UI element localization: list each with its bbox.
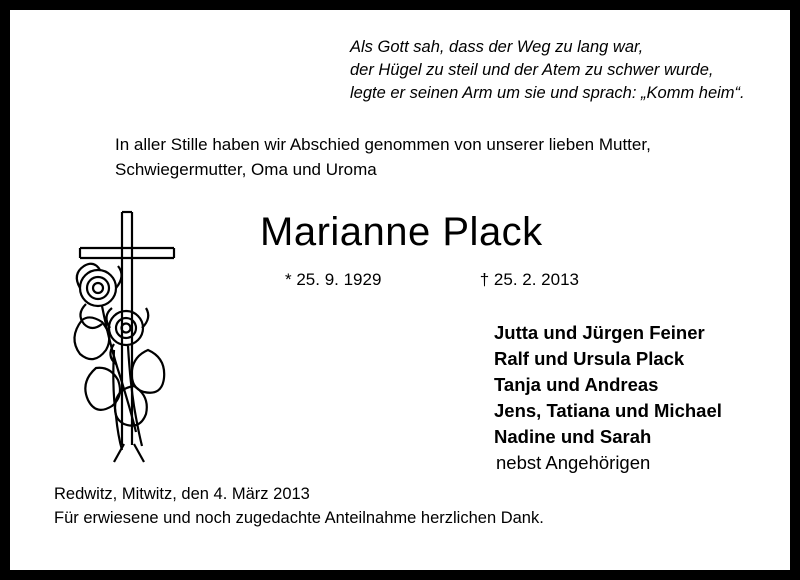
survivor-line: Ralf und Ursula Plack: [494, 348, 685, 369]
life-dates: [285, 270, 705, 290]
intro-text: In aller Stille haben wir Abschied genommen von unserer lieben Mutter, Schwiegermutter, Oma und Uroma: [115, 135, 651, 179]
survivor-line: Jens, Tatiana und Michael: [494, 400, 722, 421]
thanks-note: Für erwiesene und noch zugedachte Anteilnahme herzlichen Dank.: [54, 509, 544, 527]
place-and-date: Redwitz, Mitwitz, den 4. März 2013: [54, 485, 310, 503]
survivor-line: Tanja und Andreas: [494, 374, 659, 395]
verse-line-2: der Hügel zu steil und der Atem zu schwer wurde,: [350, 61, 714, 79]
footer-block: [54, 482, 544, 530]
deceased-name: Marianne Plack: [260, 210, 543, 254]
survivors-list: [494, 320, 722, 476]
survivor-line: Jutta und Jürgen Feiner: [494, 322, 705, 343]
obituary-inner: [10, 10, 790, 570]
verse-line-3: legte er seinen Arm um sie und sprach: „Komm heim“.: [350, 84, 745, 102]
verse-line-1: Als Gott sah, dass der Weg zu lang war,: [350, 38, 644, 56]
birth-date: * 25. 9. 1929: [285, 270, 382, 289]
survivor-line: Nadine und Sarah: [494, 426, 652, 447]
death-date: † 25. 2. 2013: [479, 270, 579, 289]
cross-with-roses-icon: [62, 200, 192, 470]
verse-block: [350, 36, 745, 105]
survivors-closing: nebst Angehörigen: [496, 452, 651, 473]
